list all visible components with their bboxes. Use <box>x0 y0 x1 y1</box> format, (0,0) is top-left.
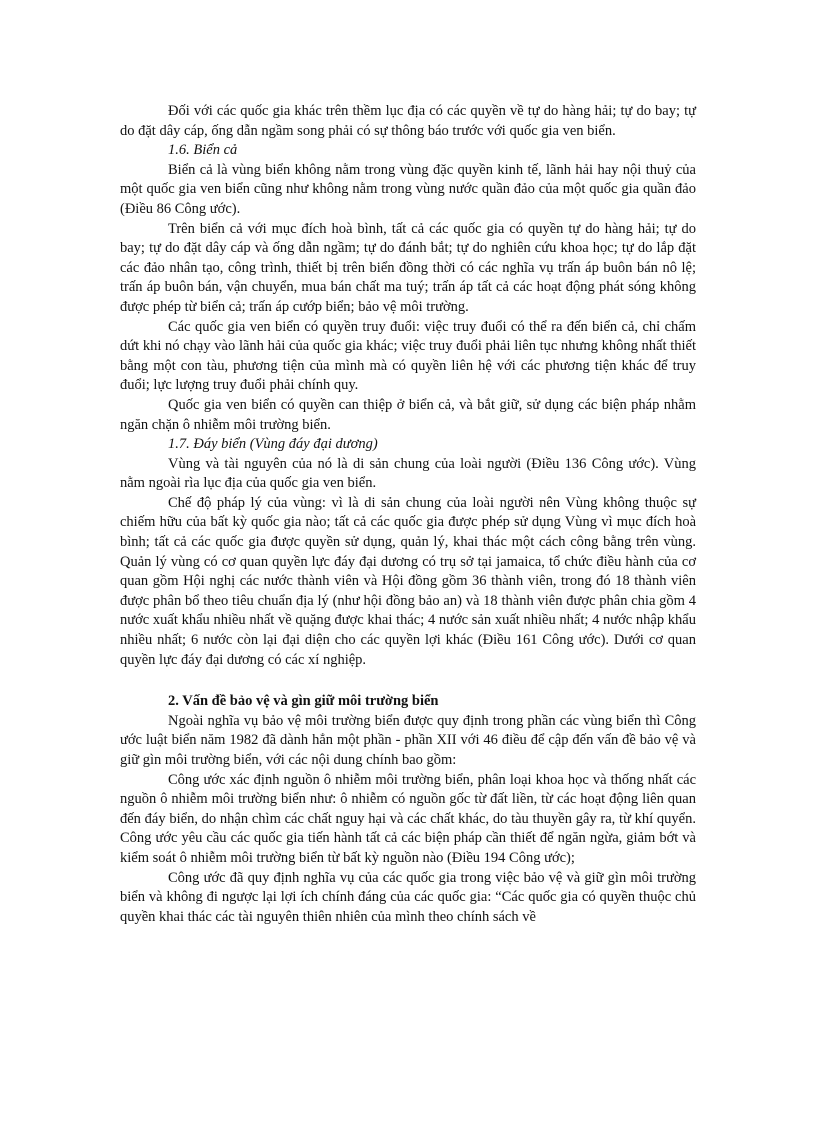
subsection-heading: 1.7. Đáy biển (Vùng đáy đại dương) <box>168 436 378 453</box>
body-paragraph: Trên biển cả với mục đích hoà bình, tất cả các quốc gia có quyền tự do hàng hải; tự do bay; tự do đặt dây cáp và ống dẫn ngầm; tự do đánh bắt; tự do nghiên cứu khoa học; tự do lắp đặt các đảo nhân tạo, công trình, thiết bị trên biển đồng thời có các nghĩa vụ trấn áp buôn bán nô lệ; trấn áp buôn bán, vận chuyển, mua bán chất ma tuý; trấn áp tất cả các hoạt động phát sóng không được phép từ biển cả; trấn áp cướp biển; bảo vệ môi trường. <box>120 220 696 315</box>
document-body <box>120 102 696 927</box>
body-paragraph: Biển cả là vùng biển không nằm trong vùng đặc quyền kinh tế, lãnh hải hay nội thuỷ của một quốc gia ven biển cũng như không nằm trong vùng nước quần đảo của một quốc gia quần đảo (Điều 86 Công ước). <box>120 161 696 217</box>
body-paragraph: Quốc gia ven biển có quyền can thiệp ở biển cả, và bắt giữ, sử dụng các biện pháp nhằm ngăn chặn ô nhiễm môi trường biển. <box>120 396 696 433</box>
body-paragraph: Đối với các quốc gia khác trên thềm lục địa có các quyền về tự do hàng hải; tự do bay; tự do đặt dây cáp, ống dẫn ngầm song phải có sự thông báo trước với quốc gia ven biển. <box>120 103 696 139</box>
body-paragraph: Chế độ pháp lý của vùng: vì là di sản chung của loài người nên Vùng không thuộc sự chiếm hữu của bất kỳ quốc gia nào; tất cả các quốc gia được phép sử dụng Vùng vì mục đích hoà bình; tất cả các quốc gia được quyền sử dụng, quản lý, khai thác một cách công bằng trên vùng. Quản lý vùng có cơ quan quyền lực đáy đại dương có trụ sở tại jamaica, tổ chức điều hành của cơ quan gồm Hội nghị các nước thành viên và Hội đồng gồm 36 thành viên, trong đó 18 thành viên được phân bổ theo tiêu chuẩn địa lý (như hội đồng bảo an) và 18 thành viên được phân chia gồm 4 nước xuất khẩu nhiều nhất về quặng được khai thác; 4 nước sản xuất nhiều nhất; 4 nước nhập khẩu nhiều nhất; 6 nước còn lại đại diện cho các quyền lợi khác (Điều 161 Công ước). Dưới cơ quan quyền lực đáy đại dương có các xí nghiệp. <box>120 494 696 668</box>
section-heading: 2. Vấn đề bảo vệ và gìn giữ môi trường biển <box>168 693 439 710</box>
body-paragraph: Các quốc gia ven biển có quyền truy đuổi: việc truy đuổi có thể ra đến biển cả, chỉ chấm dứt khi nó chạy vào lãnh hải của quốc gia khác; việc truy đuổi phải liên tục nhưng không nhất thiết bằng một con tàu, phương tiện của mình mà có quyền liên hệ với các phương tiện khác để truy đuổi; lực lượng truy đuổi phải chính quy. <box>120 318 696 394</box>
body-paragraph: Ngoài nghĩa vụ bảo vệ môi trường biển được quy định trong phần các vùng biển thì Công ước luật biển năm 1982 đã dành hẳn một phần - phần XII với 46 điều để cập đến vấn đề bảo vệ và giữ gìn môi trường biển, với các nội dung chính bao gồm: <box>120 712 696 768</box>
subsection-heading: 1.6. Biển cả <box>168 142 238 159</box>
body-paragraph: Công ước xác định nguồn ô nhiễm môi trường biển, phân loại khoa học và thống nhất các nguồn ô nhiễm môi trường biển như: ô nhiễm có nguồn gốc từ đất liền, từ các hoạt động liên quan đến đáy biển, do nhận chìm các chất nguy hại và các chất khác, do tàu thuyền gây ra, từ khí quyển. Công ước yêu cầu các quốc gia tiến hành tất cả các biện pháp cần thiết để ngăn ngừa, giảm bớt và kiểm soát ô nhiễm môi trường biển từ bất kỳ nguồn nào (Điều 194 Công ước); <box>120 771 696 866</box>
body-paragraph: Công ước đã quy định nghĩa vụ của các quốc gia trong việc bảo vệ và giữ gìn môi trường biển và không đi ngược lại lợi ích chính đáng của các quốc gia: “Các quốc gia có quyền thuộc chủ quyền khai thác các tài nguyên thiên nhiên của mình theo chính sách về <box>120 869 696 925</box>
body-paragraph: Vùng và tài nguyên của nó là di sản chung của loài người (Điều 136 Công ước). Vùng nằm ngoài rìa lục địa của quốc gia ven biển. <box>120 455 696 492</box>
